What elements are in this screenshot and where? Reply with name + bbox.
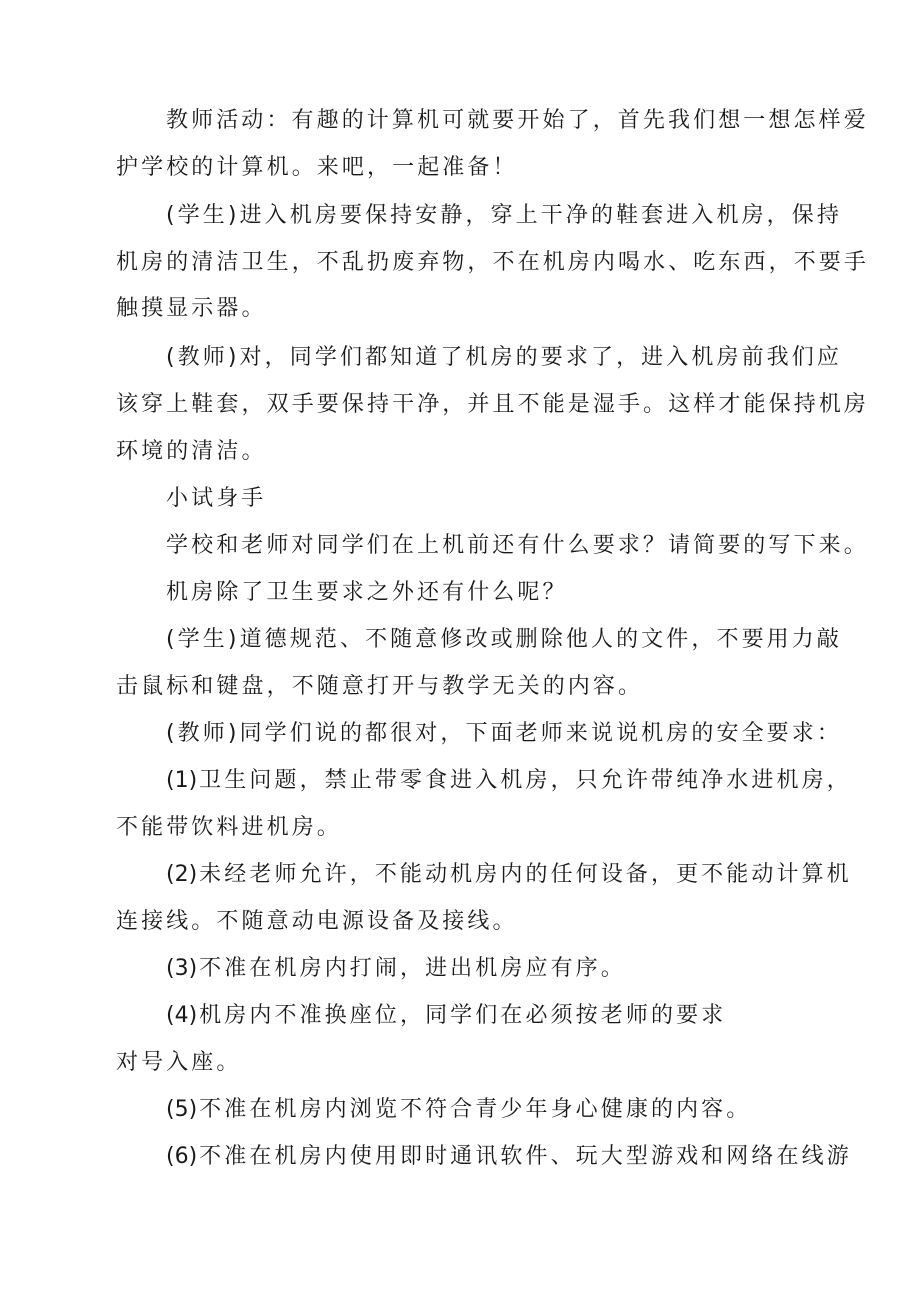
item-text: 机房内不准换座位，同学们在必须按老师的要求 — [199, 1003, 727, 1028]
paragraph-line: 连接线。不随意动电源设备及接线。 — [116, 909, 518, 934]
section-heading: 小试身手 — [166, 486, 267, 511]
paragraph-line: 学校和老师对同学们在上机前还有什么要求？请简要的写下来。 — [166, 533, 869, 558]
paragraph-line: 击鼠标和键盘，不随意打开与教学无关的内容。 — [116, 674, 644, 699]
list-item — [166, 766, 852, 796]
paragraph-line: 触摸显示器。 — [116, 296, 267, 321]
paragraph-line: (学生)进入机房要保持安静，穿上干净的鞋套进入机房，保持 — [166, 203, 842, 228]
paragraph-line: (教师)同学们说的都很对，下面老师来说说机房的安全要求： — [166, 721, 842, 746]
item-number: (3) — [166, 956, 198, 981]
paragraph-line: 对号入座。 — [116, 1050, 242, 1075]
item-text: 不准在机房内打闹，进出机房应有序。 — [199, 956, 626, 981]
item-number: (1) — [166, 768, 198, 793]
item-number: (4) — [166, 1003, 198, 1028]
list-item — [166, 860, 852, 890]
paragraph-line: (教师)对，同学们都知道了机房的要求了，进入机房前我们应 — [166, 345, 842, 370]
paragraph-line: 该穿上鞋套，双手要保持干净，并且不能是湿手。这样才能保持机房 — [116, 392, 870, 417]
item-text: 不准在机房内浏览不符合青少年身心健康的内容。 — [199, 1097, 752, 1122]
item-number: (6) — [166, 1144, 198, 1169]
paragraph-line: 机房的清洁卫生，不乱扔废弃物，不在机房内喝水、吃东西，不要手 — [116, 250, 870, 275]
list-item — [166, 1001, 726, 1031]
list-item — [166, 1095, 751, 1125]
list-item — [166, 954, 626, 984]
list-item — [166, 1142, 852, 1172]
item-text: 卫生问题，禁止带零食进入机房，只允许带纯净水进机房， — [199, 768, 852, 793]
paragraph-line: (学生)道德规范、不随意修改或删除他人的文件，不要用力敲 — [166, 627, 842, 652]
paragraph-line: 护学校的计算机。来吧，一起准备！ — [116, 155, 518, 180]
item-text: 未经老师允许，不能动机房内的任何设备，更不能动计算机 — [199, 862, 852, 887]
paragraph-line: 教师活动：有趣的计算机可就要开始了，首先我们想一想怎样爱 — [166, 108, 869, 133]
item-number: (2) — [166, 862, 198, 887]
item-text: 不准在机房内使用即时通讯软件、玩大型游戏和网络在线游 — [199, 1144, 852, 1169]
item-number: (5) — [166, 1097, 198, 1122]
paragraph-line: 不能带饮料进机房。 — [116, 815, 342, 840]
paragraph-line: 环境的清洁。 — [116, 439, 267, 464]
paragraph-line: 机房除了卫生要求之外还有什么呢？ — [166, 580, 568, 605]
